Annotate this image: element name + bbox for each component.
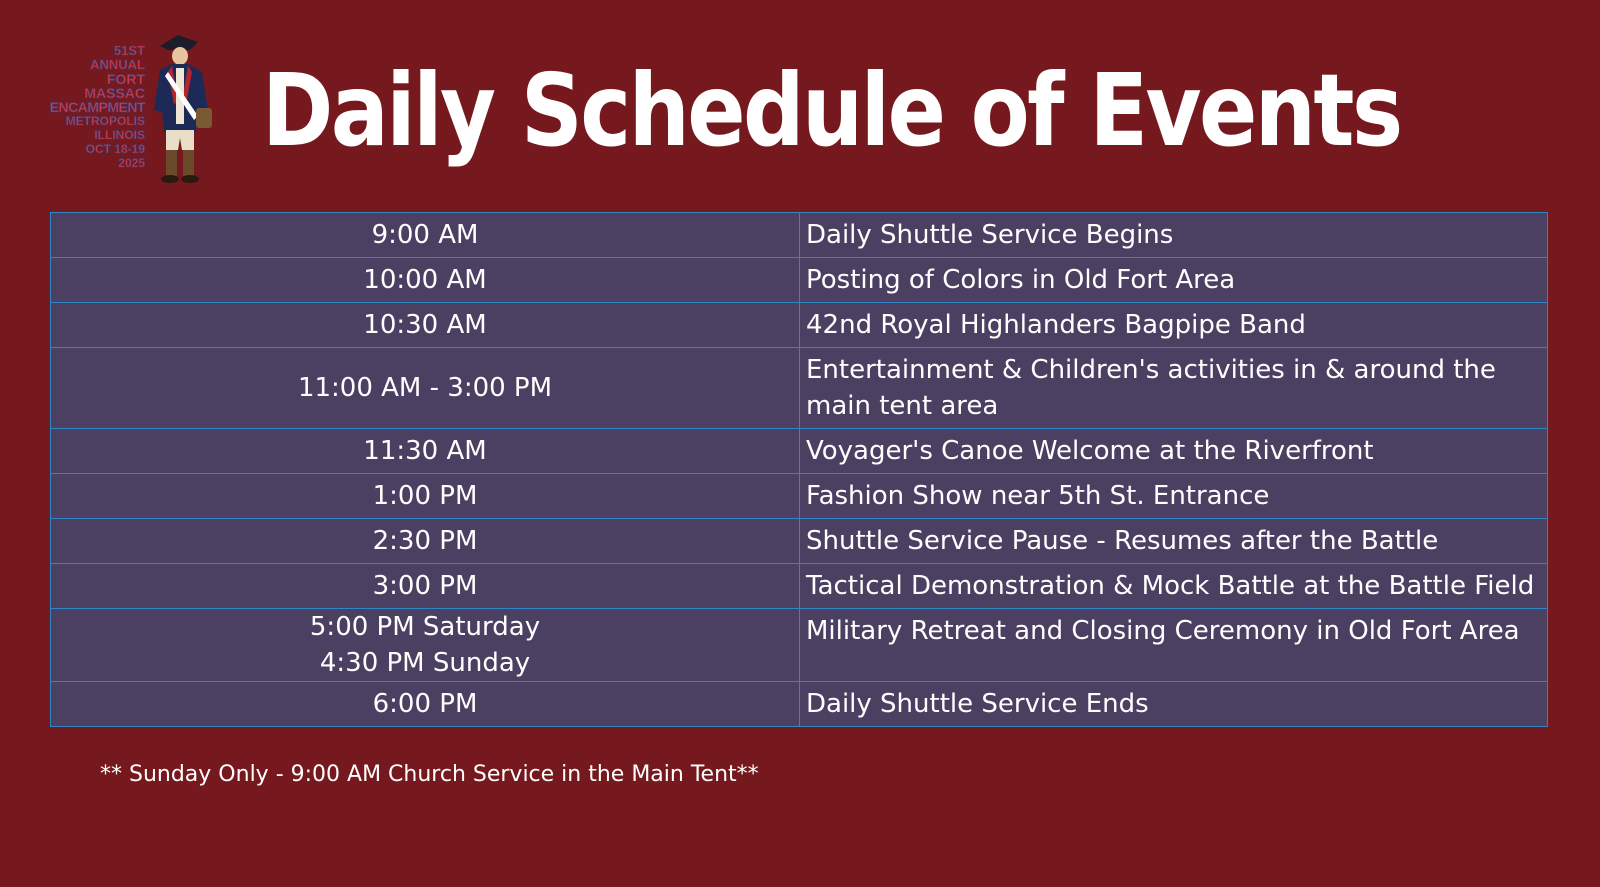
time-cell xyxy=(51,474,800,519)
logo-line: METROPOLIS xyxy=(65,114,145,128)
event-logo xyxy=(10,32,220,192)
time-text: 1:00 PM xyxy=(372,481,478,511)
time-cell xyxy=(51,213,800,258)
logo-text xyxy=(50,44,145,170)
logo-line: MASSAC xyxy=(84,85,145,101)
time-cell xyxy=(51,303,800,348)
time-text: 2:30 PM xyxy=(372,526,478,556)
table-row xyxy=(51,519,1548,564)
event-cell: Military Retreat and Closing Ceremony in Old Fort Area xyxy=(800,609,1548,682)
page-title: Daily Schedule of Events xyxy=(262,52,1401,169)
table-row xyxy=(51,213,1548,258)
time-text: 10:00 AM xyxy=(363,265,487,295)
time-cell xyxy=(51,429,800,474)
time-text: 11:00 AM - 3:00 PM xyxy=(297,373,553,403)
logo-line: 51ST xyxy=(113,43,145,58)
logo-line: ENCAMPMENT xyxy=(49,99,145,115)
logo-line: ANNUAL xyxy=(90,57,145,72)
event-cell: Daily Shuttle Service Begins xyxy=(800,213,1548,258)
event-cell: Voyager's Canoe Welcome at the Riverfront xyxy=(800,429,1548,474)
time-text: 10:30 AM xyxy=(363,310,487,340)
time-text: 9:00 AM xyxy=(371,220,479,250)
time-text: 4:30 PM Sunday xyxy=(319,648,531,678)
time-text: 6:00 PM xyxy=(372,689,478,719)
table-row xyxy=(51,682,1548,727)
time-text: 11:30 AM xyxy=(363,436,487,466)
time-cell xyxy=(51,682,800,727)
schedule-table xyxy=(50,212,1548,727)
time-cell xyxy=(51,258,800,303)
event-cell: Posting of Colors in Old Fort Area xyxy=(800,258,1548,303)
event-cell: Entertainment & Children's activities in & around the main tent area xyxy=(800,348,1548,429)
table-row xyxy=(51,258,1548,303)
time-cell xyxy=(51,609,800,682)
event-cell: Tactical Demonstration & Mock Battle at the Battle Field xyxy=(800,564,1548,609)
table-row xyxy=(51,564,1548,609)
table-row xyxy=(51,429,1548,474)
time-text: 5:00 PM Saturday xyxy=(309,612,541,642)
event-cell: 42nd Royal Highlanders Bagpipe Band xyxy=(800,303,1548,348)
logo-line: ILLINOIS xyxy=(94,128,145,142)
time-text: 3:00 PM xyxy=(372,571,478,601)
table-row xyxy=(51,609,1548,682)
logo-line: FORT xyxy=(106,71,145,87)
sunday-note: ** Sunday Only - 9:00 AM Church Service in the Main Tent** xyxy=(100,762,759,787)
table-row xyxy=(51,348,1548,429)
logo-line: 2025 xyxy=(118,156,145,170)
logo-line: OCT 18-19 xyxy=(85,142,145,156)
time-cell xyxy=(51,564,800,609)
event-cell: Shuttle Service Pause - Resumes after the Battle xyxy=(800,519,1548,564)
colonial-soldier-icon xyxy=(138,32,220,187)
table-row xyxy=(51,303,1548,348)
table-row xyxy=(51,474,1548,519)
event-cell: Daily Shuttle Service Ends xyxy=(800,682,1548,727)
time-cell xyxy=(51,519,800,564)
time-cell xyxy=(51,348,800,429)
event-cell: Fashion Show near 5th St. Entrance xyxy=(800,474,1548,519)
